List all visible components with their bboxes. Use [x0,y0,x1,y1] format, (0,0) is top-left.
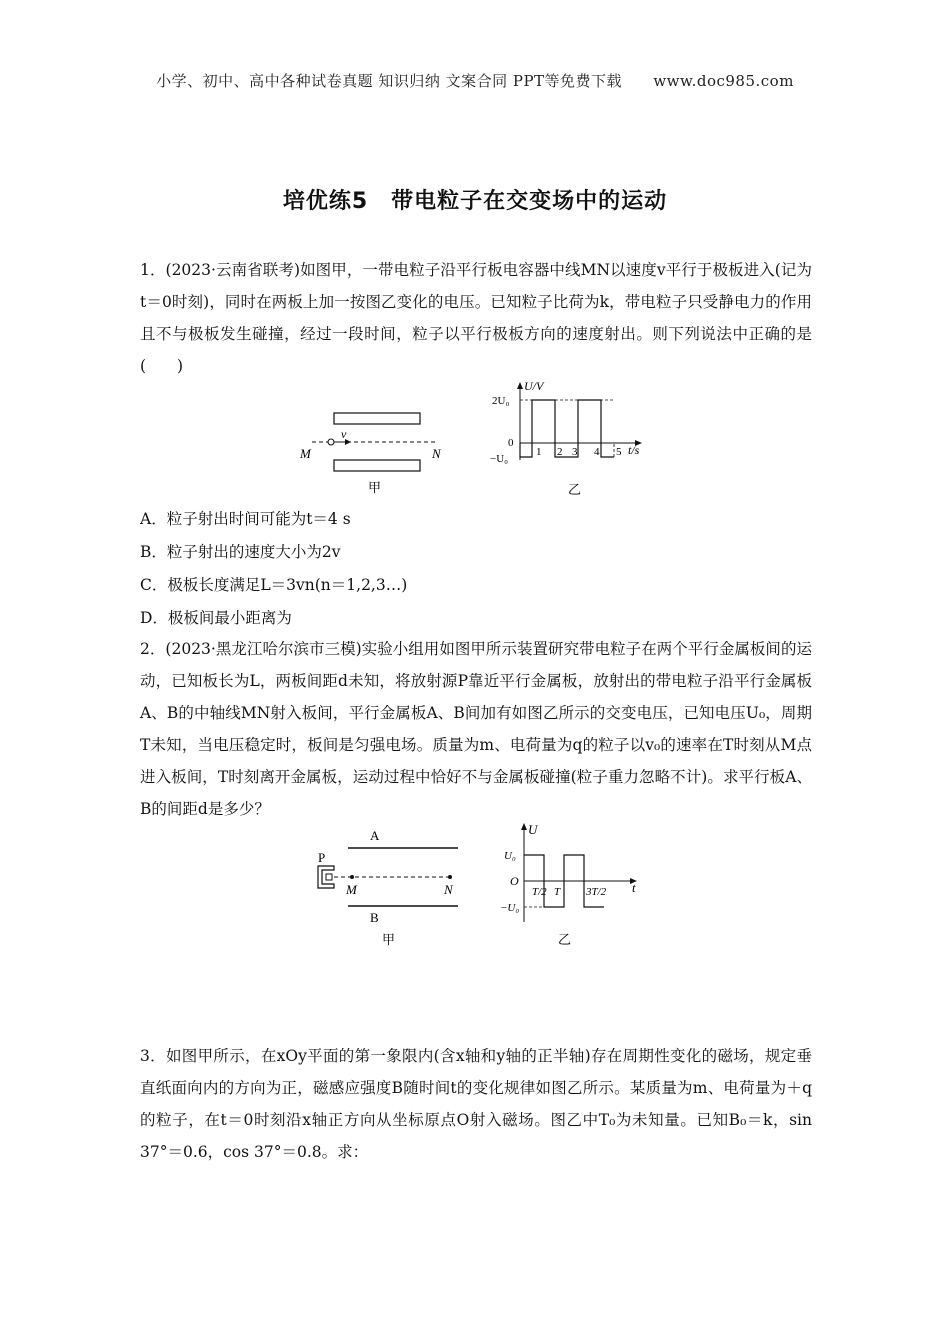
label-B: B [370,910,379,925]
label-N: N [432,446,441,461]
q1-option-a: A．粒子射出时间可能为t＝4 s [140,510,351,528]
tick-x-3: 3 [572,446,578,458]
voltage-waveform [520,400,614,457]
label-N: N [444,882,453,897]
tick-minus-U0: −U₀ [500,902,520,914]
caption-jia: 甲 [368,481,382,496]
tick-x-5: 5 [616,446,622,458]
label-A: A [370,828,380,843]
tick-minus-U0: −U₀ [490,453,508,465]
tick-x-2: 2 [557,446,563,458]
y-axis-label: U/V [524,379,544,393]
point-M [350,875,354,879]
top-plate [334,413,420,424]
caption-jia: 甲 [382,933,396,948]
q2-figure-yi [500,818,650,948]
q1-figure-jia [296,408,476,498]
y-arrowhead [517,382,523,389]
tick-x-3T2: 3T/2 [586,886,607,898]
page-title: 培优练5 带电粒子在交变场中的运动 [282,189,668,214]
tick-O: O [510,874,519,888]
tick-x-1: 1 [536,446,542,458]
label-v: v [341,427,347,441]
point-N [448,875,452,879]
tick-0: 0 [508,437,514,449]
tick-U0: U₀ [504,850,516,862]
q1-figure-yi [488,378,668,500]
y-axis-label: U [528,822,538,837]
question-3-text: 3．如图甲所示，在xOy平面的第一象限内(含x轴和y轴的正半轴)存在周期性变化的磁场，规定垂直纸面向内的方向为正，磁感应强度B随时间t的变化规律如图乙所示。某质量为m、电荷量为＋q的粒子，在t＝0时刻沿x轴正方向从坐标原点O射入磁场。图乙中T₀为未知量。已知B₀＝k，sin 37°＝0.6，cos 37°＝0.8。求： [140,1047,812,1161]
caption-yi: 乙 [568,483,582,498]
label-M: M [300,446,311,461]
q1-option-c: C．极板长度满足L＝3vn(n＝1,2,3…) [140,576,408,594]
q1-option-d: D．极板间最小距离为 [140,609,292,627]
label-M: M [346,882,357,897]
label-P: P [318,850,326,865]
caption-yi: 乙 [558,933,572,948]
q1-option-b: B．粒子射出的速度大小为2v [140,543,341,561]
y-arrowhead [521,823,527,830]
header-url[interactable]: www.doc985.com [653,72,794,90]
question-1-text: 1．(2023·云南省联考)如图甲，一带电粒子沿平行板电容器中线MN以速度v平行于极板进入(记为t＝0时刻)，同时在两板上加一按图乙变化的电压。已知粒子比荷为k，带电粒子只受静电力的作用且不与极板发生碰撞，经过一段时间，粒子以平行极板方向的速度射出。则下列说法中正确的是( ) [140,261,812,375]
tick-x-4: 4 [594,446,600,458]
x-axis-label: t [632,880,636,895]
bottom-plate [334,460,420,471]
tick-x-T: T [554,886,561,898]
q2-figure-jia [312,826,472,948]
tick-x-T2: T/2 [532,886,547,898]
header-left-text: 小学、初中、高中各种试卷真题 知识归纳 文案合同 PPT等免费下载 [156,72,623,90]
particle [328,439,334,445]
page-header [0,70,950,91]
tick-2U0: 2U₀ [492,395,510,407]
source-core [326,874,332,880]
x-axis-label: t/s [628,443,640,457]
question-2-text: 2．(2023·黑龙江哈尔滨市三模)实验小组用如图甲所示装置研究带电粒子在两个平行金属板间的运动，已知板长为L，两板间距d未知，将放射源P靠近平行金属板，放射出的带电粒子沿平行金属板A、B的中轴线MN射入板间，平行金属板A、B间加有如图乙所示的交变电压，已知电压U₀，周期T未知，当电压稳定时，板间是匀强电场。质量为m、电荷量为q的粒子以v₀的速率在T时刻从M点进入板间，T时刻离开金属板，运动过程中恰好不与金属板碰撞(粒子重力忽略不计)。求平行板A、B的间距d是多少？ [140,640,812,818]
